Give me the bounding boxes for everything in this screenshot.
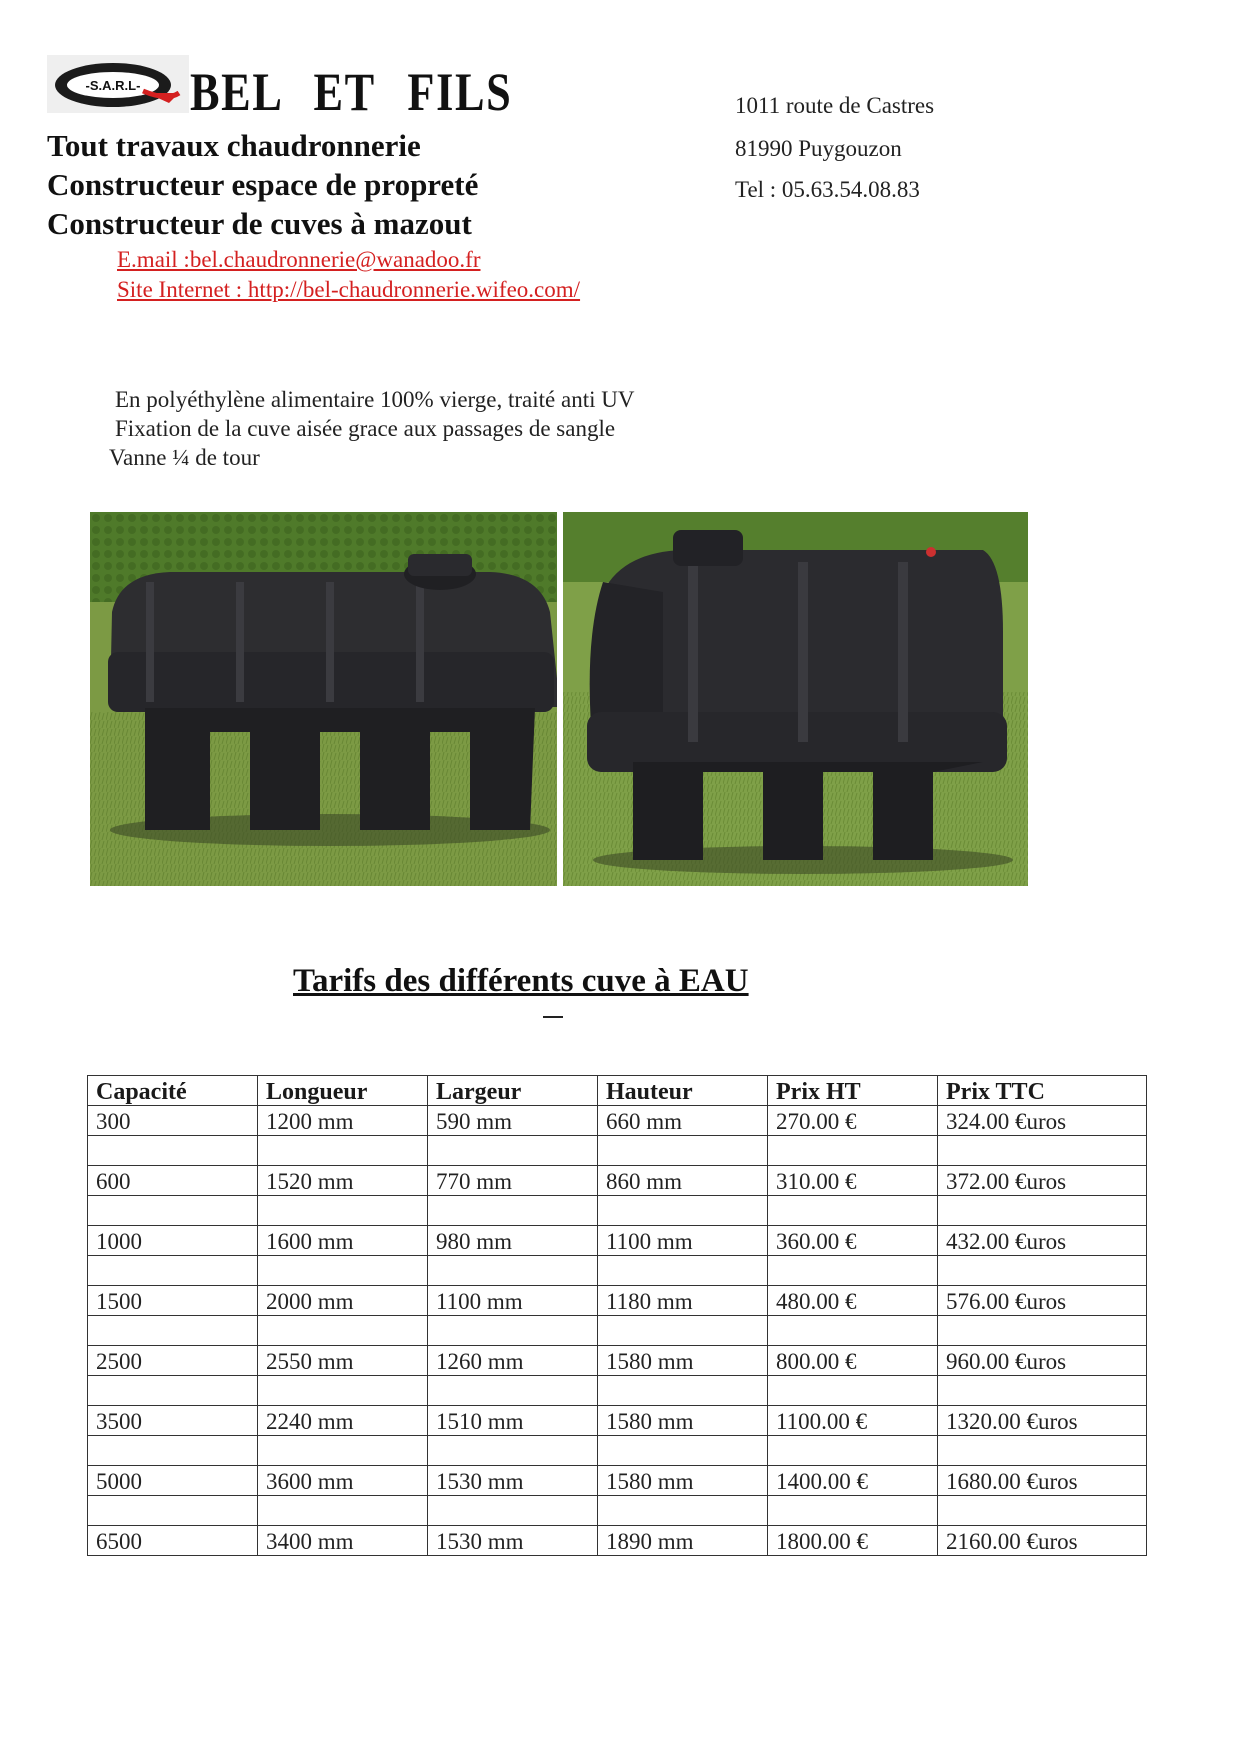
feature-fixation: Fixation de la cuve aisée grace aux passages de sangle (115, 416, 616, 441)
cell-longueur (258, 1196, 428, 1226)
cell-largeur: 770 mm (428, 1166, 598, 1196)
cell-capacite: 1000 (88, 1226, 258, 1256)
cell-prix-ttc (938, 1256, 1147, 1286)
cell-largeur: 1260 mm (428, 1346, 598, 1376)
cell-prix-ttc: 372.00 €uros (938, 1166, 1147, 1196)
price-table-title: Tarifs des différents cuve à EAU (293, 963, 749, 999)
cell-largeur (428, 1196, 598, 1226)
price-table (87, 1075, 1147, 1556)
cell-capacite: 2500 (88, 1346, 258, 1376)
cell-longueur (258, 1256, 428, 1286)
cell-hauteur (598, 1196, 768, 1226)
table-row (88, 1346, 1147, 1376)
table-row (88, 1196, 1147, 1226)
header-capacite: Capacité (88, 1076, 258, 1106)
cell-prix-ttc: 324.00 €uros (938, 1106, 1147, 1136)
cell-longueur (258, 1316, 428, 1346)
cell-longueur: 3400 mm (258, 1526, 428, 1556)
cell-capacite: 300 (88, 1106, 258, 1136)
cell-largeur: 1530 mm (428, 1466, 598, 1496)
cell-prix-ht: 800.00 € (768, 1346, 938, 1376)
address-phone: Tel : 05.63.54.08.83 (735, 177, 920, 202)
table-row (88, 1526, 1147, 1556)
cell-capacite (88, 1496, 258, 1526)
cell-prix-ht: 1400.00 € (768, 1466, 938, 1496)
cell-hauteur: 1180 mm (598, 1286, 768, 1316)
cell-longueur: 2240 mm (258, 1406, 428, 1436)
cell-prix-ht (768, 1196, 938, 1226)
logo-emblem (47, 55, 189, 113)
cell-largeur (428, 1436, 598, 1466)
cell-prix-ht (768, 1496, 938, 1526)
table-row (88, 1226, 1147, 1256)
feature-material: En polyéthylène alimentaire 100% vierge, traité anti UV (115, 387, 635, 412)
cell-prix-ht: 1800.00 € (768, 1526, 938, 1556)
table-row (88, 1406, 1147, 1436)
cell-largeur: 590 mm (428, 1106, 598, 1136)
cell-longueur: 1200 mm (258, 1106, 428, 1136)
table-row (88, 1436, 1147, 1466)
cell-hauteur (598, 1376, 768, 1406)
table-row (88, 1496, 1147, 1526)
cell-hauteur (598, 1256, 768, 1286)
tagline-1: Tout travaux chaudronnerie (47, 128, 421, 163)
cell-prix-ht: 270.00 € (768, 1106, 938, 1136)
cell-longueur: 3600 mm (258, 1466, 428, 1496)
cell-longueur: 2550 mm (258, 1346, 428, 1376)
cell-capacite (88, 1376, 258, 1406)
cell-prix-ttc: 432.00 €uros (938, 1226, 1147, 1256)
cell-longueur: 1600 mm (258, 1226, 428, 1256)
cell-hauteur: 1580 mm (598, 1466, 768, 1496)
cell-hauteur: 1100 mm (598, 1226, 768, 1256)
cell-largeur: 980 mm (428, 1226, 598, 1256)
cell-capacite (88, 1256, 258, 1286)
cell-prix-ht: 360.00 € (768, 1226, 938, 1256)
header-hauteur: Hauteur (598, 1076, 768, 1106)
table-row (88, 1256, 1147, 1286)
header-prix-ttc: Prix TTC (938, 1076, 1147, 1106)
cell-prix-ttc (938, 1376, 1147, 1406)
table-row (88, 1106, 1147, 1136)
cell-hauteur: 1580 mm (598, 1406, 768, 1436)
cell-largeur: 1530 mm (428, 1526, 598, 1556)
cell-capacite: 3500 (88, 1406, 258, 1436)
title-dash (543, 1016, 563, 1018)
website-link[interactable]: Site Internet : http://bel-chaudronnerie.wifeo.com/ (117, 277, 581, 302)
cell-longueur (258, 1376, 428, 1406)
cell-prix-ttc (938, 1436, 1147, 1466)
cell-prix-ht (768, 1136, 938, 1166)
cell-largeur: 1100 mm (428, 1286, 598, 1316)
cell-prix-ht (768, 1316, 938, 1346)
cell-prix-ttc (938, 1316, 1147, 1346)
cell-capacite: 6500 (88, 1526, 258, 1556)
cell-longueur: 1520 mm (258, 1166, 428, 1196)
cell-hauteur: 860 mm (598, 1166, 768, 1196)
logo-label: -S.A.R.L- (85, 78, 141, 93)
cell-largeur (428, 1136, 598, 1166)
cell-prix-ttc: 1680.00 €uros (938, 1466, 1147, 1496)
address-street: 1011 route de Castres (735, 93, 935, 118)
company-name: BEL ET FILS (190, 62, 513, 122)
cell-prix-ttc: 960.00 €uros (938, 1346, 1147, 1376)
cell-prix-ttc: 576.00 €uros (938, 1286, 1147, 1316)
cell-longueur: 2000 mm (258, 1286, 428, 1316)
cell-prix-ht: 1100.00 € (768, 1406, 938, 1436)
cell-capacite: 1500 (88, 1286, 258, 1316)
tagline-3: Constructeur de cuves à mazout (47, 206, 472, 241)
cell-capacite (88, 1196, 258, 1226)
cell-hauteur (598, 1436, 768, 1466)
table-row (88, 1316, 1147, 1346)
header-largeur: Largeur (428, 1076, 598, 1106)
cell-hauteur (598, 1316, 768, 1346)
cell-largeur (428, 1496, 598, 1526)
tank-photo-side (90, 512, 557, 886)
cell-prix-ht: 310.00 € (768, 1166, 938, 1196)
header-longueur: Longueur (258, 1076, 428, 1106)
address-city: 81990 Puygouzon (735, 136, 902, 161)
cell-hauteur (598, 1496, 768, 1526)
cell-capacite (88, 1316, 258, 1346)
table-row (88, 1166, 1147, 1196)
table-header-row (88, 1076, 1147, 1106)
table-row (88, 1286, 1147, 1316)
cell-prix-ht: 480.00 € (768, 1286, 938, 1316)
cell-hauteur: 1580 mm (598, 1346, 768, 1376)
table-row (88, 1136, 1147, 1166)
feature-valve: Vanne ¼ de tour (109, 445, 260, 470)
cell-largeur: 1510 mm (428, 1406, 598, 1436)
cell-capacite (88, 1136, 258, 1166)
tank-photo-angle (563, 512, 1028, 886)
table-row (88, 1376, 1147, 1406)
cell-longueur (258, 1496, 428, 1526)
cell-capacite: 600 (88, 1166, 258, 1196)
table-row (88, 1466, 1147, 1496)
company-logo (47, 55, 189, 113)
cell-capacite (88, 1436, 258, 1466)
cell-prix-ttc (938, 1196, 1147, 1226)
tagline-2: Constructeur espace de propreté (47, 167, 479, 202)
cell-prix-ht (768, 1436, 938, 1466)
cell-largeur (428, 1256, 598, 1286)
cell-hauteur: 1890 mm (598, 1526, 768, 1556)
cell-hauteur: 660 mm (598, 1106, 768, 1136)
header-prix-ht: Prix HT (768, 1076, 938, 1106)
cell-hauteur (598, 1136, 768, 1166)
email-link[interactable]: E.mail :bel.chaudronnerie@wanadoo.fr (117, 247, 481, 272)
cell-longueur (258, 1136, 428, 1166)
cell-prix-ht (768, 1376, 938, 1406)
cell-prix-ht (768, 1256, 938, 1286)
cell-prix-ttc: 1320.00 €uros (938, 1406, 1147, 1436)
cell-longueur (258, 1436, 428, 1466)
cell-capacite: 5000 (88, 1466, 258, 1496)
cell-largeur (428, 1376, 598, 1406)
cell-prix-ttc (938, 1136, 1147, 1166)
cell-prix-ttc (938, 1496, 1147, 1526)
cell-largeur (428, 1316, 598, 1346)
cell-prix-ttc: 2160.00 €uros (938, 1526, 1147, 1556)
